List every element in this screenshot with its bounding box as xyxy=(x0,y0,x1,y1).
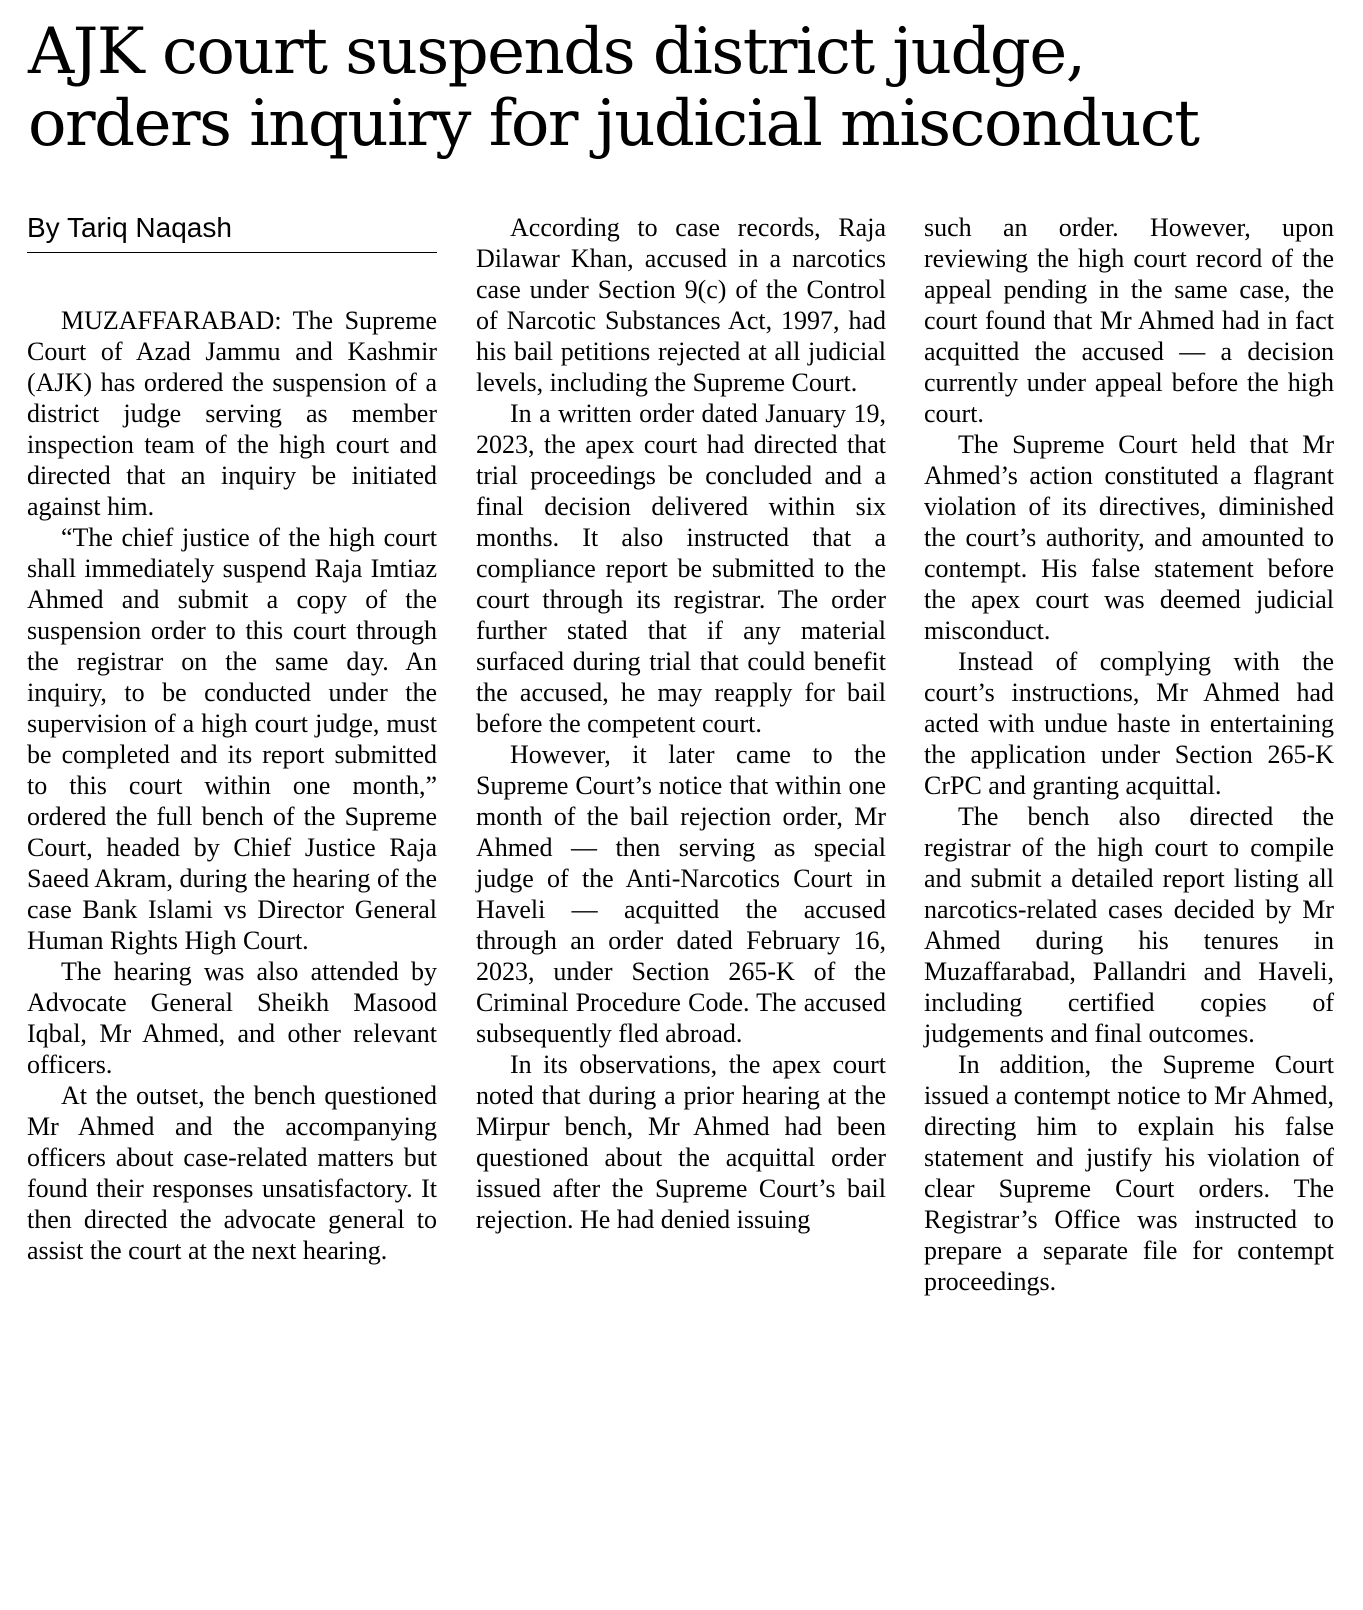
headline-line-2: orders inquiry for judicial misconduct xyxy=(28,87,1199,161)
paragraph: At the outset, the bench questioned Mr Ahmed and the accompanying officers about case-related matters but found their responses unsatisfactory. It then directed the advocate general to assist the court at the next hearing. xyxy=(27,1081,437,1265)
paragraph-continued: such an order. However, upon reviewing the high court record of the appeal pending in the same case, the court found that Mr Ahmed had in fact acquitted the accused — a decision currently under appeal before the high court. xyxy=(924,213,1334,428)
paragraph: In its observations, the apex court noted that during a prior hearing at the Mirpur bench, Mr Ahmed had been questioned about the acquittal order issued after the Supreme Court’s bail rejection. He had denied issuing xyxy=(476,1050,886,1234)
paragraph: According to case records, Raja Dilawar Khan, accused in a narcotics case under Section 9(c) of the Control of Narcotic Substances Act, 1997, had his bail petitions rejected at all judicial levels, including the Supreme Court. xyxy=(476,213,886,397)
column-1 xyxy=(27,208,437,1266)
paragraph: Instead of complying with the court’s instructions, Mr Ahmed had acted with undue haste in entertaining the application under Section 265-K CrPC and granting acquittal. xyxy=(924,647,1334,800)
column-2 xyxy=(476,212,886,1235)
paragraph: The hearing was also attended by Advocate General Sheikh Masood Iqbal, Mr Ahmed, and other relevant officers. xyxy=(27,957,437,1079)
column-3 xyxy=(924,212,1334,1297)
paragraph: The bench also directed the registrar of the high court to compile and submit a detailed report listing all narcotics-related cases decided by Mr Ahmed during his tenures in Muzaffarabad, Pallandri and Haveli, including certified copies of judgements and final outcomes. xyxy=(924,802,1334,1048)
paragraph: “The chief justice of the high court shall immediately suspend Raja Imtiaz Ahmed and submit a copy of the suspension order to this court through the registrar on the same day. An inquiry, to be conducted under the supervision of a high court judge, must be completed and its report submitted to this court within one month,” ordered the full bench of the Supreme Court, headed by Chief Justice Raja Saeed Akram, during the hearing of the case Bank Islami vs Director General Human Rights High Court. xyxy=(27,523,437,955)
paragraph: In a written order dated January 19, 2023, the apex court had directed that trial proceedings be concluded and a final decision delivered within six months. It also instructed that a compliance report be submitted to the court through its registrar. The order further stated that if any material surfaced during trial that could benefit the accused, he may reapply for bail before the competent court. xyxy=(476,399,886,738)
paragraph: The Supreme Court held that Mr Ahmed’s action constituted a flagrant violation of its directives, diminished the court’s authority, and amounted to contempt. His false statement before the apex court was deemed judicial misconduct. xyxy=(924,430,1334,645)
headline xyxy=(28,16,1338,160)
headline-line-1: AJK court suspends district judge, xyxy=(28,15,1085,89)
paragraph: MUZAFFARABAD: The Supreme Court of Azad Jammu and Kashmir (AJK) has ordered the suspension of a district judge serving as member inspection team of the high court and directed that an inquiry be initiated against him. xyxy=(27,306,437,521)
paragraph: In addition, the Supreme Court issued a contempt notice to Mr Ahmed, directing him to explain his false statement and justify his violation of clear Supreme Court orders. The Registrar’s Office was instructed to prepare a separate file for contempt proceedings. xyxy=(924,1050,1334,1296)
paragraph: However, it later came to the Supreme Court’s notice that within one month of the bail rejection order, Mr Ahmed — then serving as special judge of the Anti-Narcotics Court in Haveli — acquitted the accused through an order dated February 16, 2023, under Section 265-K of the Criminal Procedure Code. The accused subsequently fled abroad. xyxy=(476,740,886,1048)
byline: By Tariq Naqash xyxy=(27,208,437,253)
